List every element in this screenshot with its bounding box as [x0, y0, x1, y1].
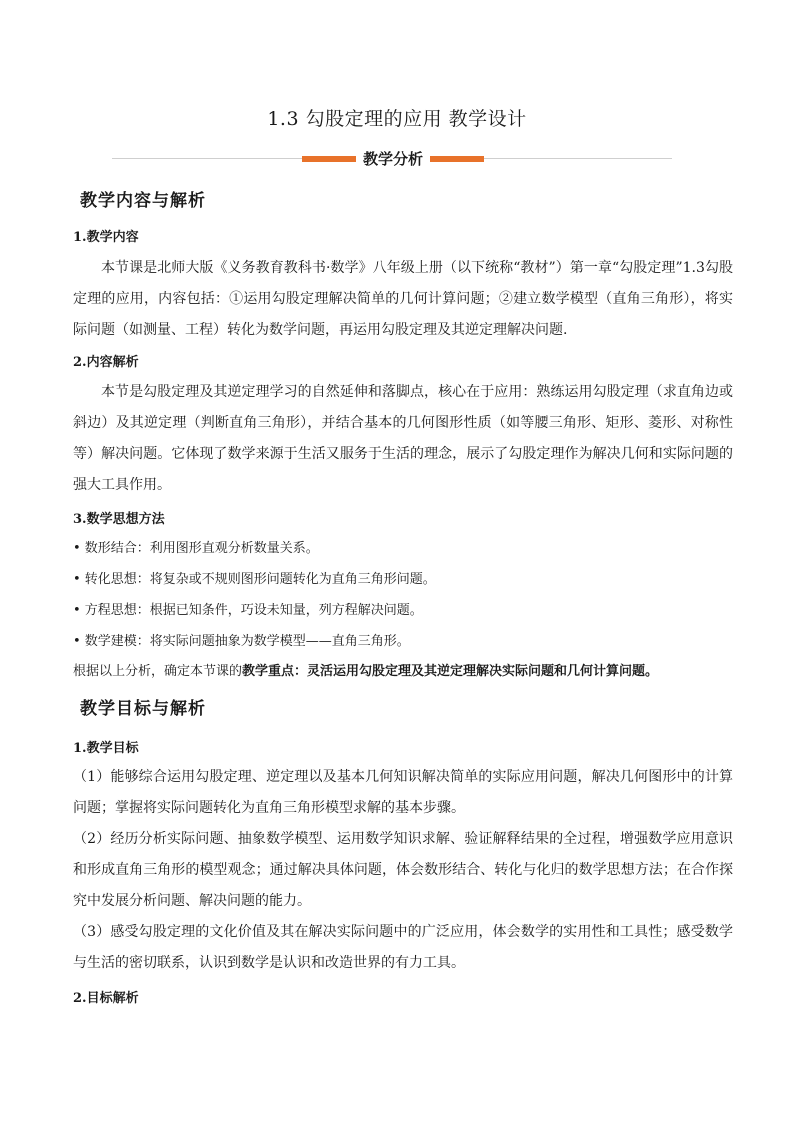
- banner-bar-left: [302, 156, 356, 162]
- list-item-method: • 数形结合：利用图形直观分析数量关系。: [73, 541, 319, 556]
- page-title: 1.3 勾股定理的应用 教学设计: [267, 108, 527, 130]
- key-point-label: 教学重点：: [242, 664, 308, 679]
- banner-rule-right: [484, 158, 672, 159]
- section-heading-content: 教学内容与解析: [80, 186, 206, 211]
- list-item-method: • 数学建模：将实际问题抽象为数学模型——直角三角形。: [73, 634, 410, 649]
- paragraph-teaching-content: 本节课是北师大版《义务教育教科书·数学》八年级上册（以下统称“教材”）第一章“勾股定理”1.3勾股定理的应用，内容包括：①运用勾股定理解决简单的几何计算问题；②建立数学模型（直角三角形），将实际问题（如测量、工程）转化为数学问题，再运用勾股定理及其逆定理解决问题.: [73, 260, 733, 338]
- list-item-method: • 转化思想：将复杂或不规则图形问题转化为直角三角形问题。: [73, 572, 436, 587]
- paragraph-goal-2: （2）经历分析实际问题、抽象数学模型、运用数学知识求解、验证解释结果的全过程，增强数学应用意识和形成直角三角形的模型观念；通过解决具体问题，体会数形结合、转化与化归的数学思想方法；在合作探究中发展分析问题、解决问题的能力。: [73, 831, 733, 909]
- paragraph-goal-1: （1）能够综合运用勾股定理、逆定理以及基本几何知识解决简单的实际应用问题，解决几何图形中的计算问题；掌握将实际问题转化为直角三角形模型求解的基本步骤。: [73, 769, 733, 816]
- key-point-prefix: 根据以上分析，确定本节课的: [73, 664, 243, 679]
- banner-text: 教学分析: [362, 150, 423, 168]
- paragraph-goal-3: （3）感受勾股定理的文化价值及其在解决实际问题中的广泛应用，体会数学的实用性和工具性；感受数学与生活的密切联系，认识到数学是认识和改造世界的有力工具。: [73, 924, 733, 971]
- section-banner: [112, 148, 672, 170]
- subheading-teaching-goals: 1.教学目标: [73, 741, 139, 756]
- banner-rule-left: [112, 158, 302, 159]
- key-point-statement: [73, 662, 658, 682]
- subheading-methods: 3.数学思想方法: [73, 512, 165, 527]
- key-point-text: 灵活运用勾股定理及其逆定理解决实际问题和几何计算问题。: [307, 664, 659, 679]
- subheading-teaching-content: 1.教学内容: [73, 230, 139, 245]
- section-heading-goals: 教学目标与解析: [80, 694, 206, 719]
- paragraph-content-analysis: 本节是勾股定理及其逆定理学习的自然延伸和落脚点，核心在于应用：熟练运用勾股定理（求直角边或斜边）及其逆定理（判断直角三角形），并结合基本的几何图形性质（如等腰三角形、矩形、菱形、对称性等）解决问题。它体现了数学来源于生活又服务于生活的理念，展示了勾股定理作为解决几何和实际问题的强大工具作用。: [73, 384, 733, 493]
- subheading-goal-analysis: 2.目标解析: [73, 991, 139, 1006]
- list-item-method: • 方程思想：根据已知条件，巧设未知量，列方程解决问题。: [73, 603, 423, 618]
- subheading-content-analysis: 2.内容解析: [73, 355, 139, 370]
- banner-bar-right: [430, 156, 484, 162]
